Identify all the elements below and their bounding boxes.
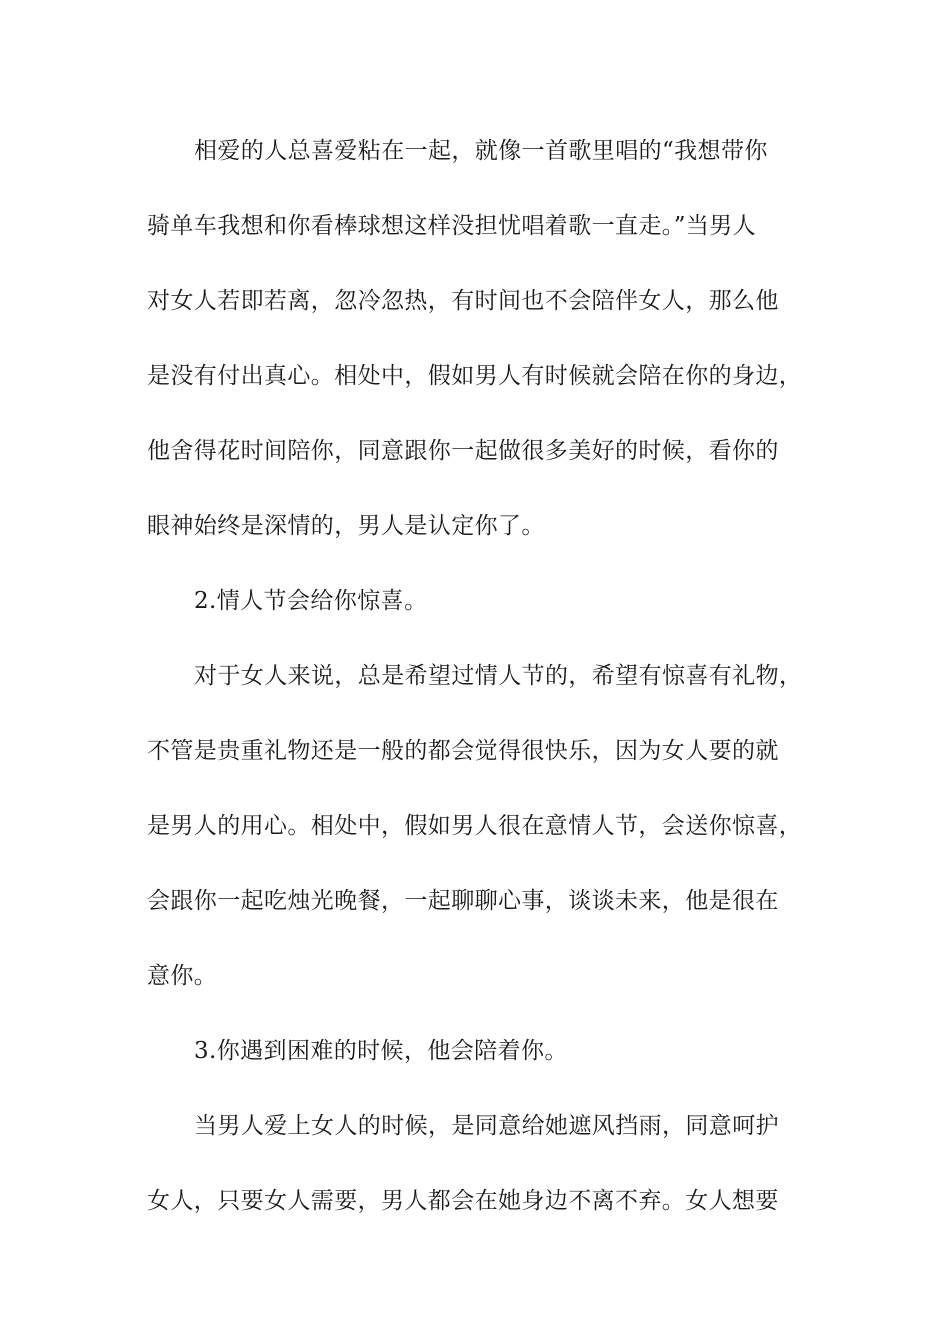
text-line: 对于女人来说，总是希望过情人节的，希望有惊喜有礼物，	[194, 663, 803, 689]
text-line: 不管是贵重礼物还是一般的都会觉得很快乐，因为女人要的就	[147, 738, 779, 764]
text-line: 是没有付出真心。相处中，假如男人有时候就会陪在你的身边，	[147, 363, 803, 389]
section-heading: 2.情人节会给你惊喜。	[194, 588, 428, 614]
text-line: 当男人爱上女人的时候，是同意给她遮风挡雨，同意呵护	[194, 1113, 779, 1139]
section-heading: 3.你遇到困难的时候，他会陪着你。	[194, 1038, 568, 1064]
text-line: 眼神始终是深情的，男人是认定你了。	[147, 513, 545, 539]
text-line: 相爱的人总喜爱粘在一起，就像一首歌里唱的“我想带你	[194, 138, 768, 164]
text-line: 意你。	[147, 963, 218, 989]
text-line: 会跟你一起吃烛光晚餐，一起聊聊心事，谈谈未来，他是很在	[147, 888, 779, 914]
text-line: 女人，只要女人需要，男人都会在她身边不离不弃。女人想要	[147, 1188, 779, 1214]
text-line: 对女人若即若离，忽冷忽热，有时间也不会陪伴女人，那么他	[147, 288, 779, 314]
text-line: 是男人的用心。相处中，假如男人很在意情人节，会送你惊喜，	[147, 813, 803, 839]
text-line: 骑单车我想和你看棒球想这样没担忧唱着歌一直走。”当男人	[147, 213, 757, 239]
text-line: 他舍得花时间陪你，同意跟你一起做很多美好的时候，看你的	[147, 438, 779, 464]
